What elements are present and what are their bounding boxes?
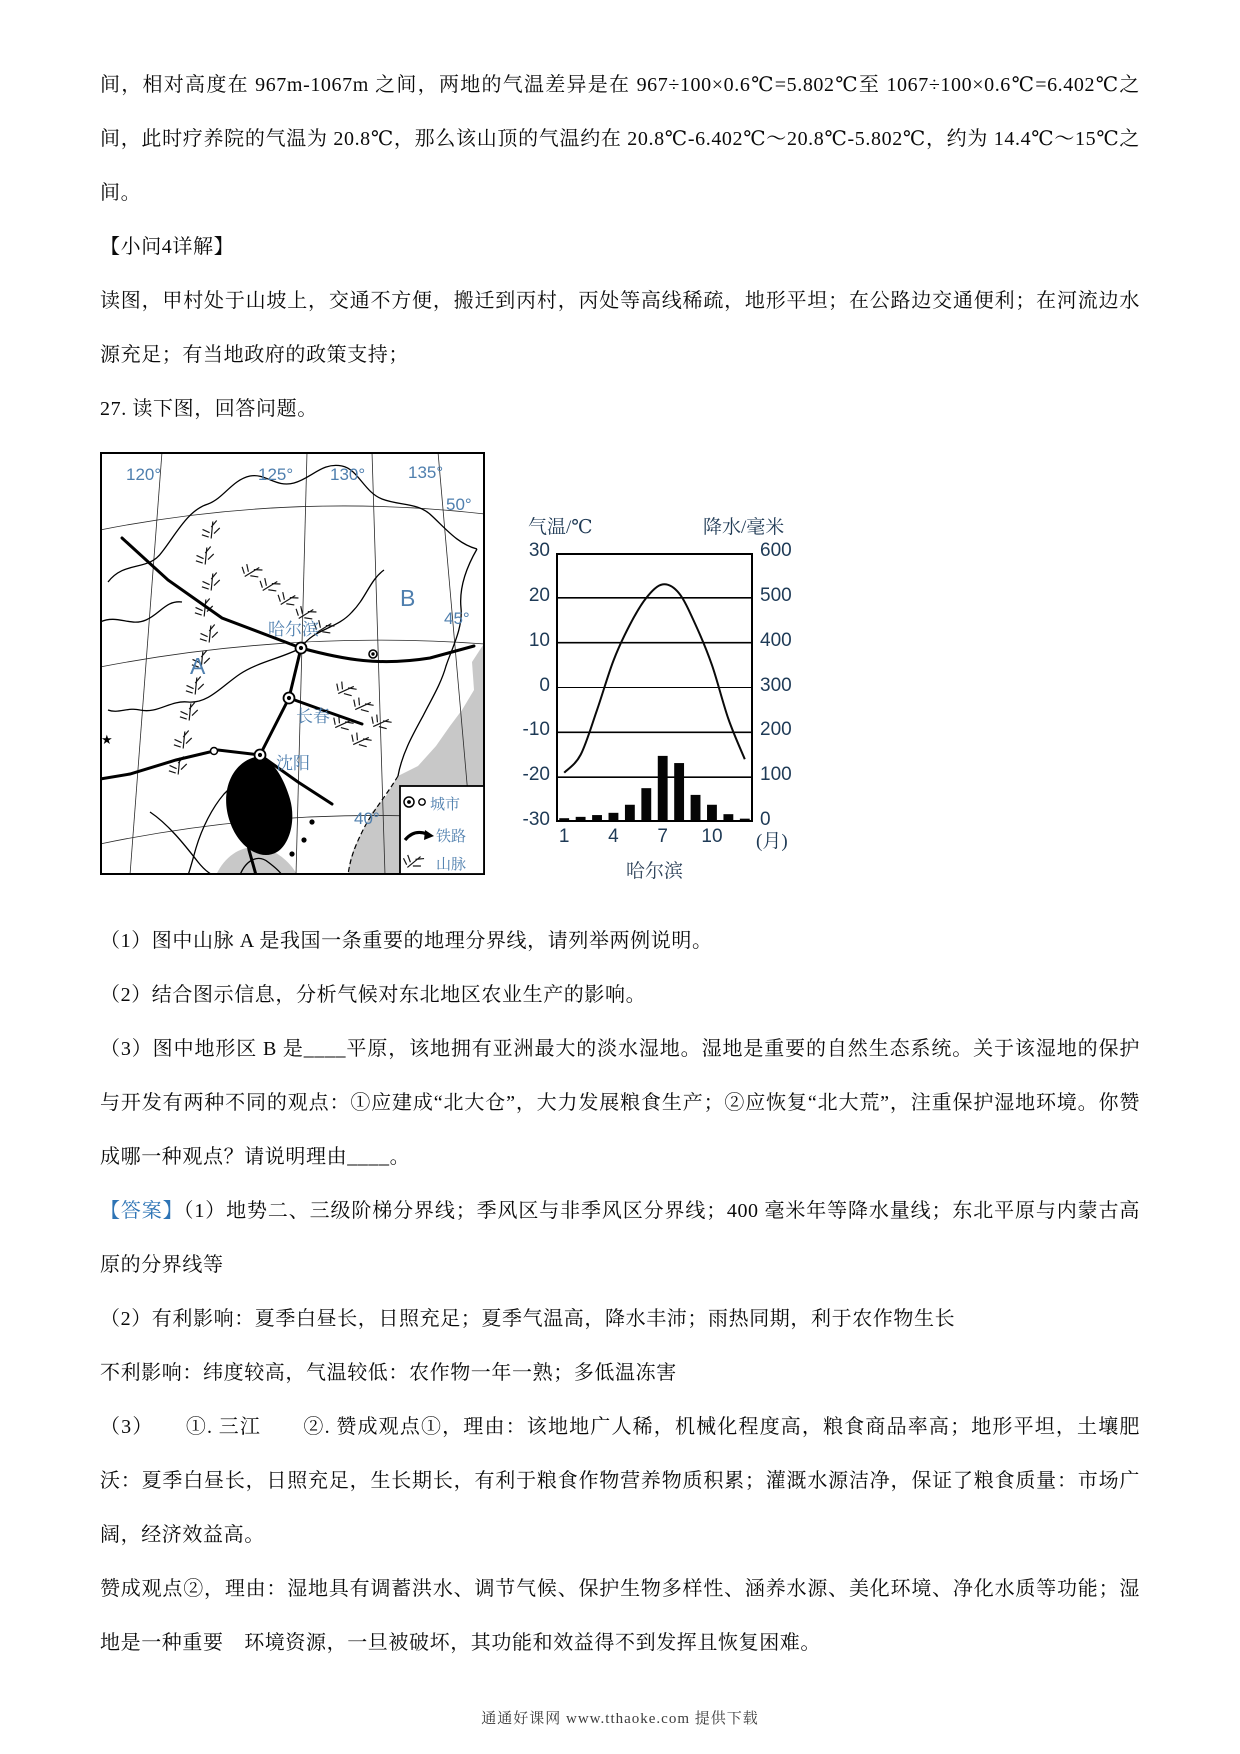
lat-label-40: 40° — [354, 809, 380, 828]
question-27-part3: （3）图中地形区 B 是____平原，该地拥有亚洲最大的淡水湿地。湿地是重要的自然生态系统。关于该湿地的保护与开发有两种不同的观点：①应建成“北大仓”，大力发展粮食生产；②应恢复“北大荒”，注重保护湿地环境。你赞成哪一种观点？请说明理由____。 — [100, 1038, 1140, 1168]
legend-city-label: 城市 — [430, 796, 461, 813]
precip-tick-label: 500 — [760, 584, 792, 606]
northeast-china-map — [100, 452, 485, 875]
temp-tick-label: 20 — [528, 584, 550, 606]
marker-a-label: A — [190, 653, 206, 679]
city-label-shenyang: 沈阳 — [276, 754, 310, 773]
temp-tick-label: 0 — [539, 674, 550, 696]
question-27-stem: 27. 读下图，回答问题。 — [100, 398, 318, 420]
temp-tick-label: -30 — [522, 809, 550, 830]
answer-part3: （3） ①. 三江 ②. 赞成观点①，理由：该地地广人稀，机械化程度高，粮食商品率高；地形平坦，土壤肥沃：夏季白昼长，日照充足，生长期长，有利于粮食作物营养物质积累；灌溉水源洁净，保证了粮食质量：市场广阔，经济效益高。 — [100, 1416, 1140, 1546]
map-legend — [400, 786, 484, 874]
climate-chart-harbin — [520, 452, 840, 902]
answer-part1-text: （1）地势二、三级阶梯分界线；季风区与非季风区分界线；400 毫米年等降水量线；东北平原与内蒙古高原的分界线等 — [100, 1200, 1140, 1276]
question-27-part2: （2）结合图示信息，分析气候对东北地区农业生产的影响。 — [100, 984, 647, 1006]
right-axis-label: 降水/毫米 — [703, 517, 785, 538]
month-tick-label: 1 — [558, 826, 570, 847]
month-tick-label: 7 — [657, 826, 668, 847]
lon-label-125: 125° — [258, 465, 294, 484]
lon-label-120: 120° — [126, 465, 162, 484]
figure-question-27 — [100, 452, 1140, 904]
legend-railway-label: 铁路 — [436, 828, 467, 845]
month-tick-label: 4 — [608, 826, 619, 847]
city-label-changchun: 长春 — [296, 707, 330, 726]
capital-star-icon: ★ — [101, 732, 113, 747]
temp-tick-label: 30 — [528, 540, 550, 561]
subquestion4-explanation: 读图，甲村处于山坡上，交通不方便，搬迁到丙村，丙处等高线稀疏，地形平坦；在公路边交通便利；在河流边水源充足；有当地政府的政策支持； — [100, 290, 1140, 366]
precip-tick-label: 400 — [760, 629, 792, 651]
answer-tag: 【答案】 — [100, 1200, 184, 1222]
answer-part2: （2）有利影响：夏季白昼长，日照充足；夏季气温高，降水丰沛；雨热同期，利于农作物生长 — [100, 1308, 956, 1330]
temp-tick-label: 10 — [528, 629, 550, 651]
left-axis-label: 气温/℃ — [528, 517, 593, 538]
lat-label-50: 50° — [446, 495, 472, 514]
answer-part3-view2: 赞成观点②，理由：湿地具有调蓄洪水、调节气候、保护生物多样性、涵养水源、美化环境、净化水质等功能；湿地是一种重要 环境资源，一旦被破坏，其功能和效益得不到发挥且恢复困难。 — [100, 1578, 1140, 1654]
lon-label-135: 135° — [408, 463, 444, 482]
temp-tick-label: -10 — [522, 719, 550, 741]
precip-tick-label: 300 — [760, 674, 792, 696]
paragraph-temp-calculation: 间，相对高度在 967m-1067m 之间，两地的气温差异是在 967÷100×0.6℃=5.802℃至 1067÷100×0.6℃=6.402℃之间，此时疗养院的气温为 20.8℃，那么该山顶的气温约在 20.8℃-6.402℃～20.8℃-5.802℃，约为 14.4℃～15℃之间。 — [100, 74, 1140, 204]
precip-tick-label: 200 — [760, 719, 792, 741]
precip-tick-label: 0 — [760, 809, 771, 830]
legend-mountain-label: 山脉 — [436, 856, 467, 873]
answer-part1 — [100, 1184, 1140, 1292]
answer-part2-negative: 不利影响：纬度较高，气温较低：农作物一年一熟；多低温冻害 — [100, 1362, 677, 1384]
page-footer: 通通好课网 www.tthaoke.com 提供下载 — [481, 1711, 759, 1727]
lon-label-130: 130° — [330, 465, 366, 484]
question-27-part1: （1）图中山脉 A 是我国一条重要的地理分界线，请列举两例说明。 — [100, 930, 713, 952]
month-tick-label: 10 — [701, 826, 723, 847]
precip-tick-label: 100 — [760, 764, 792, 786]
lat-label-45: 45° — [444, 609, 470, 628]
temp-tick-label: -20 — [522, 764, 550, 786]
marker-b-label: B — [400, 585, 416, 611]
precip-tick-label: 600 — [760, 540, 792, 561]
chart-title: 哈尔滨 — [625, 861, 683, 882]
climograph-plot — [556, 553, 753, 822]
month-axis-unit: (月) — [756, 831, 788, 852]
city-label-harbin: 哈尔滨 — [268, 620, 319, 639]
subquestion4-header: 【小问4详解】 — [100, 236, 235, 258]
